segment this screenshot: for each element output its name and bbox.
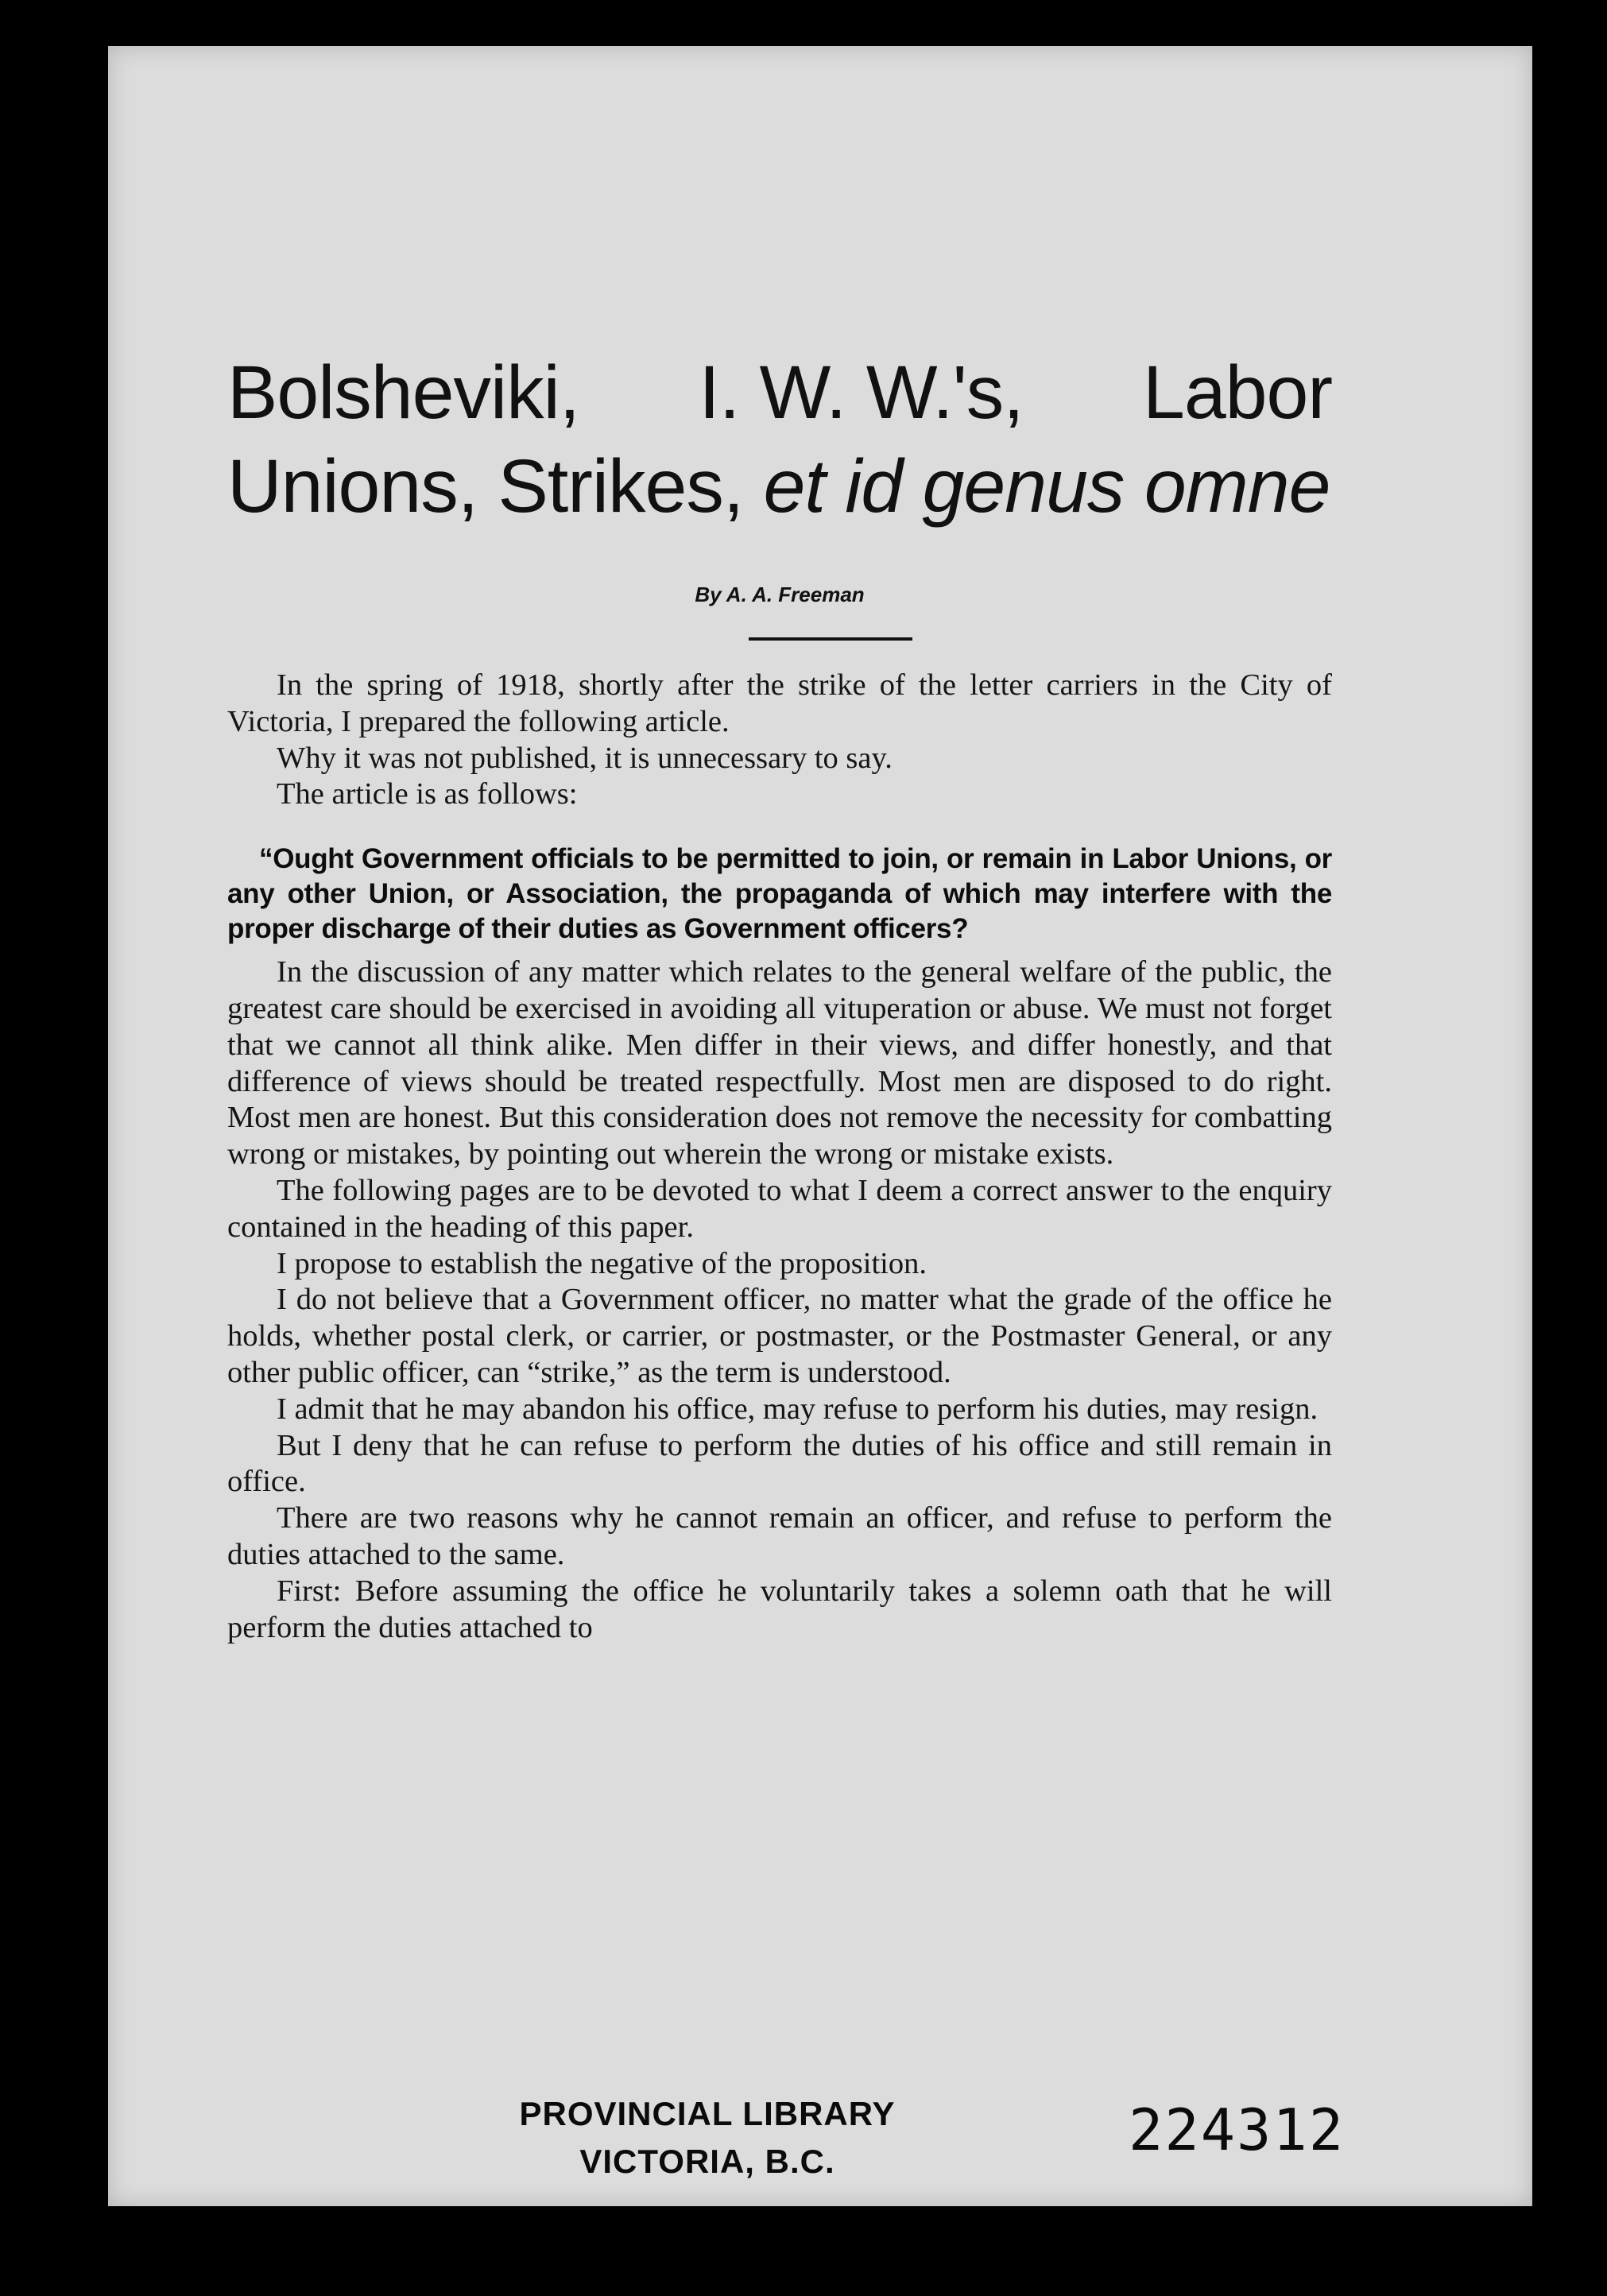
title-part: I. W. W.'s,: [699, 350, 1024, 435]
paragraph: In the spring of 1918, shortly after the strike of the letter carriers in the City of Victoria, I prepared the following article.: [227, 668, 1332, 738]
title-line-2: [227, 439, 1332, 533]
paragraph: I admit that he may abandon his office, may refuse to perform his duties, may resign.: [277, 1392, 1319, 1426]
title-line-1: [227, 346, 1332, 439]
byline: By A. A. Freeman: [695, 583, 865, 606]
stamp-line-1: PROVINCIAL LIBRARY: [519, 2095, 896, 2132]
paragraph: There are two reasons why he cannot remain an officer, and refuse to perform the duties attached to the same.: [227, 1501, 1332, 1571]
paragraph: Why it was not published, it is unnecessary to say.: [277, 741, 893, 775]
paragraph: The article is as follows:: [277, 777, 578, 811]
title-rule: [749, 637, 912, 641]
title-part: Bolsheviki,: [227, 350, 580, 435]
paragraph: The following pages are to be devoted to what I deem a correct answer to the enquiry contained in the heading of this paper.: [227, 1173, 1332, 1244]
paragraph: In the discussion of any matter which relates to the general welfare of the public, the greatest care should be exercised in avoiding all vituperation or abuse. We must not forget that we cannot all think alike. Men differ in their views, and differ honestly, and that difference of views should be treated respectfully. Most men are disposed to do right. Most men are honest. But this consideration does not remove the necessity for combatting wrong or mistakes, by pointing out wherein the wrong or mistake exists.: [227, 955, 1332, 1171]
paragraph: I propose to establish the negative of the proposition.: [277, 1246, 927, 1280]
question-heading: “Ought Government officials to be permitted to join, or remain in Labor Unions, or any other Union, or Association, the propaganda of which may interfere with the proper discharge of their duties as Government officers?: [227, 843, 1332, 945]
article-body: [227, 668, 1332, 1646]
stamp-line-2: VICTORIA, B.C.: [579, 2143, 835, 2180]
library-stamp: [429, 2090, 985, 2186]
title-plain: Unions, Strikes,: [227, 444, 764, 529]
document-title: [227, 346, 1332, 533]
paragraph: But I deny that he can refuse to perform the duties of his office and still remain in office.: [227, 1428, 1332, 1499]
paragraph: First: Before assuming the office he voluntarily takes a solemn oath that he will perform the duties attached to: [227, 1574, 1332, 1644]
title-italic: et id genus omne: [763, 444, 1330, 529]
paragraph: I do not believe that a Government officer, no matter what the grade of the office he holds, whether postal clerk, or carrier, or postmaster, or the Postmaster General, or any other public officer, can “strike,” as the term is understood.: [227, 1283, 1332, 1389]
accession-number: 224312: [1129, 2097, 1346, 2163]
title-part: Labor: [1143, 350, 1332, 435]
